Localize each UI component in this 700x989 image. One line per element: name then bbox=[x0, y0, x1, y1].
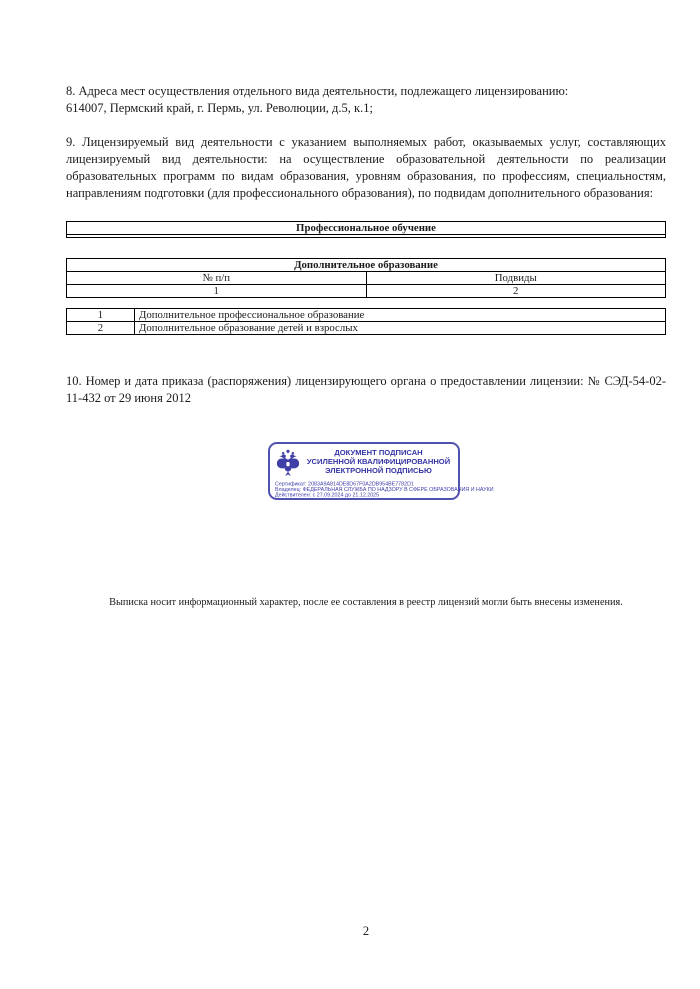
stamp-certificate: Сертификат: 2083A9A814DE8D67F0A2DB954BE7782D1 bbox=[275, 480, 414, 487]
row-number: 2 bbox=[67, 322, 135, 335]
table-row bbox=[67, 309, 666, 322]
empty-cell bbox=[67, 235, 666, 238]
stamp-title bbox=[304, 447, 453, 475]
column-header-number: № п/п bbox=[67, 272, 367, 285]
informational-note: Выписка носит информационный характер, после ее составления в реестр лицензий могли быть внесены изменения. bbox=[109, 597, 623, 608]
stamp-title-line-2: УСИЛЕННОЙ КВАЛИФИЦИРОВАННОЙ bbox=[306, 456, 451, 466]
additional-education-rows-table bbox=[66, 308, 666, 335]
stamp-header bbox=[275, 447, 453, 480]
stamp-details bbox=[275, 480, 494, 498]
column-index-subtypes: 2 bbox=[366, 285, 666, 298]
section-8-addresses bbox=[66, 83, 666, 117]
stamp-title-line-3: ЭЛЕКТРОННОЙ ПОДПИСЬЮ bbox=[325, 465, 432, 475]
professional-training-title: Профессиональное обучение bbox=[67, 222, 666, 235]
stamp-validity: Действителен: с 27.09.2024 до 21.12.2025 bbox=[275, 491, 380, 498]
table-row bbox=[67, 235, 666, 238]
electronic-signature-stamp bbox=[268, 442, 494, 500]
table-row bbox=[67, 272, 666, 285]
stamp-owner: Владелец: ФЕДЕРАЛЬНАЯ СЛУЖБА ПО НАДЗОРУ В СФЕРЕ ОБРАЗОВАНИЯ И НАУКИ bbox=[275, 485, 494, 493]
additional-education-header-table bbox=[66, 258, 666, 298]
table-row bbox=[67, 259, 666, 272]
page-number: 2 bbox=[362, 924, 370, 938]
row-subtype: Дополнительное профессиональное образование bbox=[135, 309, 666, 322]
row-subtype: Дополнительное образование детей и взрослых bbox=[135, 322, 666, 335]
additional-education-title: Дополнительное образование bbox=[67, 259, 666, 272]
section-8-heading: 8. Адреса мест осуществления отдельного вида деятельности, подлежащего лицензированию: bbox=[66, 84, 569, 98]
section-8-address: 614007, Пермский край, г. Пермь, ул. Революции, д.5, к.1; bbox=[66, 101, 373, 115]
russian-coat-of-arms-icon bbox=[275, 448, 301, 480]
stamp-title-line-1: ДОКУМЕНТ ПОДПИСАН bbox=[334, 448, 423, 457]
section-10-order-number: 10. Номер и дата приказа (распоряжения) лицензирующего органа о предоставлении лицензии: № СЭД-54-02-11-432 от 29 июня 2012 bbox=[66, 374, 666, 405]
professional-training-table bbox=[66, 221, 666, 238]
column-index-number: 1 bbox=[67, 285, 367, 298]
table-row bbox=[67, 222, 666, 235]
table-row bbox=[67, 285, 666, 298]
row-number: 1 bbox=[67, 309, 135, 322]
column-header-subtypes: Подвиды bbox=[366, 272, 666, 285]
section-9-licensed-activity: 9. Лицензируемый вид деятельности с указанием выполняемых работ, оказываемых услуг, составляющих лицензируемый вид деятельности: на осуществление образовательной деятельности по реализации образовательных программ по видам образования, уровням образования, по профессиям, специальностям, направлениям подготовки (для профессионального образования), по подвидам дополнительного образования: bbox=[66, 135, 666, 200]
table-row bbox=[67, 322, 666, 335]
